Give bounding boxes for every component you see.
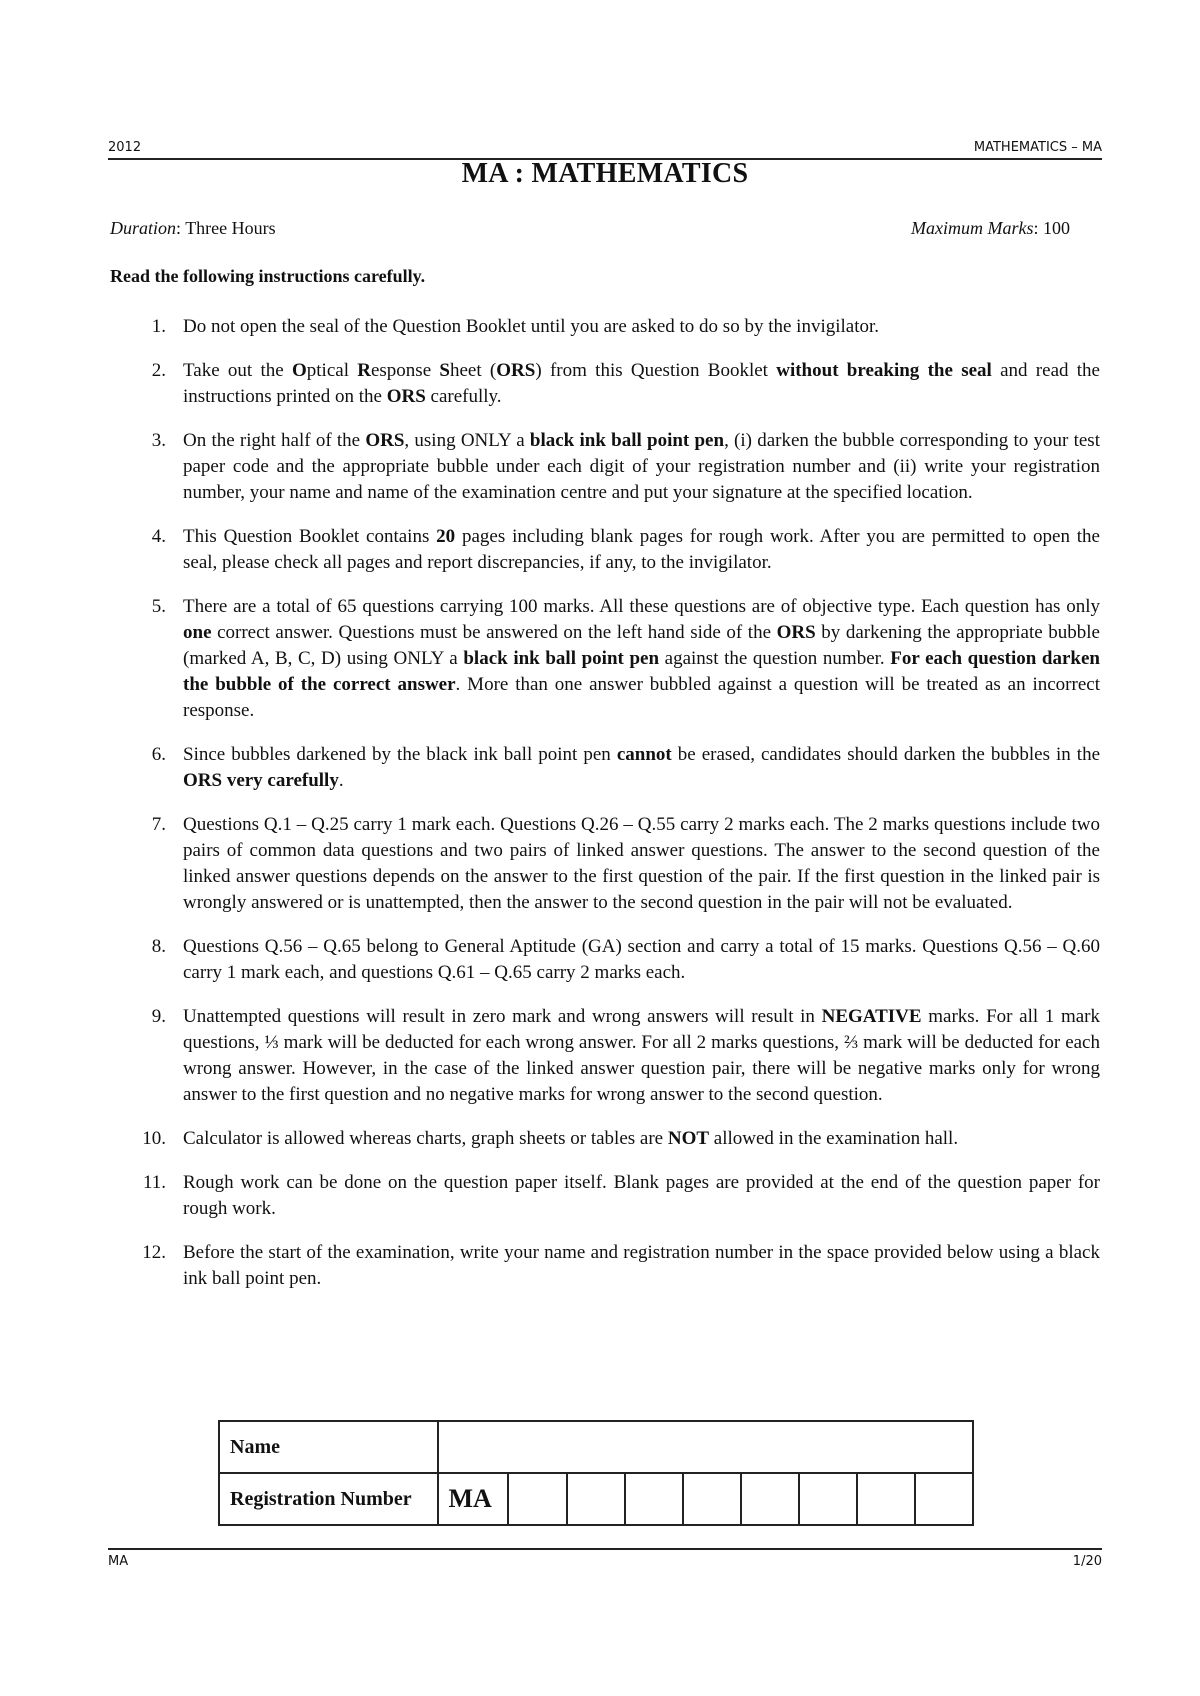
instruction-text: correct answer. Questions must be answered on the left hand side of the xyxy=(211,622,777,643)
instruction-number: 6. xyxy=(151,744,166,765)
instruction-text-bold: NOT xyxy=(667,1128,710,1149)
instruction-item xyxy=(110,934,1100,986)
instruction-number: 5. xyxy=(151,596,166,617)
instruction-item xyxy=(110,1240,1100,1292)
instruction-text-bold: without breaking the seal xyxy=(776,360,992,381)
registration-row xyxy=(219,1473,973,1525)
instruction-text: Calculator is allowed whereas charts, graph sheets or tables are xyxy=(183,1128,668,1149)
instruction-text: esponse xyxy=(370,360,440,381)
instruction-text-bold: NEGATIVE xyxy=(821,1006,922,1027)
page-footer xyxy=(108,1548,1102,1572)
instruction-text: , using ONLY a xyxy=(404,430,530,451)
instruction-text-bold: ORS very carefully xyxy=(183,770,339,791)
instruction-item xyxy=(110,314,1100,340)
instruction-item xyxy=(110,1170,1100,1222)
duration-value: : Three Hours xyxy=(176,218,276,238)
registration-label: Registration Number xyxy=(219,1473,438,1525)
instruction-text-bold: R xyxy=(357,360,371,381)
registration-digit-box[interactable] xyxy=(915,1473,973,1525)
instruction-text: Take out the xyxy=(183,360,292,381)
instruction-text: There are a total of 65 questions carrying 100 marks. All these questions are of objective type. Each question has only xyxy=(183,596,1100,617)
instruction-text-bold: O xyxy=(291,360,307,381)
instruction-item xyxy=(110,594,1100,724)
instruction-item xyxy=(110,1004,1100,1108)
instruction-text: pages including blank pages for rough work. After you are permitted to open the seal, please check all pages and report discrepancies, if any, to the invigilator. xyxy=(183,526,1100,573)
instruction-text: Questions Q.1 – Q.25 carry 1 mark each. Questions Q.26 – Q.55 carry 2 marks each. The 2 marks questions include two pairs of common data questions and two pairs of linked answer questions. The answer to the second question of the linked answer questions depends on the answer to the first question of the pair. If the first question in the linked pair is wrongly answered or is unattempted, then the answer to the second question in the pair will not be evaluated. xyxy=(183,814,1100,913)
instruction-text-bold: cannot xyxy=(616,744,672,765)
maximum-marks-label: Maximum Marks xyxy=(911,218,1034,238)
instruction-number: 9. xyxy=(151,1006,166,1027)
candidate-details-table xyxy=(218,1420,974,1526)
instruction-text-bold: ORS xyxy=(776,622,816,643)
instruction-text: This Question Booklet contains xyxy=(183,526,437,547)
instruction-number: 10. xyxy=(142,1128,166,1149)
maximum-marks-value: : 100 xyxy=(1033,218,1070,238)
instruction-text: against the question number. xyxy=(659,648,891,669)
instruction-text: . xyxy=(338,770,344,791)
instruction-text: heet ( xyxy=(450,360,497,381)
instruction-item xyxy=(110,742,1100,794)
instruction-text-bold: one xyxy=(183,622,212,643)
duration-line xyxy=(110,218,276,239)
instruction-number: 1. xyxy=(151,316,166,337)
instruction-text: carefully. xyxy=(425,386,502,407)
instruction-text-bold: black ink ball point pen xyxy=(463,648,660,669)
instruction-number: 7. xyxy=(151,814,166,835)
instruction-text: allowed in the examination hall. xyxy=(709,1128,959,1149)
instruction-text: Unattempted questions will result in zero mark and wrong answers will result in xyxy=(183,1006,822,1027)
instruction-text-bold: ORS xyxy=(386,386,426,407)
instructions-list xyxy=(110,314,1100,1310)
name-label: Name xyxy=(219,1421,438,1473)
instruction-item xyxy=(110,1126,1100,1152)
registration-prefix: MA xyxy=(438,1473,509,1525)
page-title: MA : MATHEMATICS xyxy=(461,158,749,189)
instruction-number: 12. xyxy=(142,1242,166,1263)
name-field[interactable] xyxy=(438,1421,973,1473)
instruction-text-bold: ORS xyxy=(365,430,405,451)
name-row xyxy=(219,1421,973,1473)
instruction-number: 3. xyxy=(151,430,166,451)
registration-digit-box[interactable] xyxy=(625,1473,683,1525)
instruction-text: and read the instructions printed on the xyxy=(183,360,1100,407)
instruction-text: Do not open the seal of the Question Booklet until you are asked to do so by the invigilator. xyxy=(183,316,880,337)
instruction-text: be erased, candidates should darken the bubbles in the xyxy=(671,744,1101,765)
registration-digit-box[interactable] xyxy=(741,1473,799,1525)
instruction-text-bold: black ink ball point pen xyxy=(529,430,725,451)
instructions-lead: Read the following instructions carefully. xyxy=(110,266,426,286)
footer-code: MA xyxy=(108,1554,129,1569)
instruction-number: 8. xyxy=(151,936,166,957)
instruction-text: , (i) darken the bubble corresponding to your test paper code and the appropriate bubble under each digit of your registration number and (ii) write your registration number, your name and name of the examination centre and put your signature at the specified location. xyxy=(183,430,1100,503)
header-year: 2012 xyxy=(108,140,142,155)
instruction-text-bold: S xyxy=(439,360,450,381)
footer-page-number: 1/20 xyxy=(1072,1554,1102,1569)
instruction-text: On the right half of the xyxy=(183,430,366,451)
instruction-item xyxy=(110,524,1100,576)
instruction-text: Rough work can be done on the question paper itself. Blank pages are provided at the end of the question paper for rough work. xyxy=(183,1172,1100,1219)
header-subject-code: MATHEMATICS – MA xyxy=(973,140,1102,155)
instruction-number: 4. xyxy=(151,526,166,547)
instruction-text: Questions Q.56 – Q.65 belong to General Aptitude (GA) section and carry a total of 15 marks. Questions Q.56 – Q.60 carry 1 mark each, and questions Q.61 – Q.65 carry 2 marks each. xyxy=(183,936,1100,983)
instruction-number: 11. xyxy=(142,1172,166,1193)
registration-digit-box[interactable] xyxy=(683,1473,741,1525)
page-header xyxy=(108,140,1102,160)
maximum-marks-line xyxy=(911,218,1070,239)
instruction-number: 2. xyxy=(151,360,166,381)
registration-digit-box[interactable] xyxy=(799,1473,857,1525)
instruction-text: by darkening the appropriate bubble (marked A, B, C, D) using ONLY a xyxy=(183,622,1100,669)
registration-digit-box[interactable] xyxy=(508,1473,566,1525)
instruction-text: marks. For all 1 mark questions, ⅓ mark will be deducted for each wrong answer. For all 2 marks questions, ⅔ mark will be deducted for each wrong answer. However, in the case of the linked answer question pair, there will be negative marks only for wrong answer to the first question and no negative marks for wrong answer to the second question. xyxy=(183,1006,1101,1105)
duration-label: Duration xyxy=(110,218,177,238)
instruction-item xyxy=(110,812,1100,916)
instruction-text: ptical xyxy=(306,360,358,381)
registration-digit-box[interactable] xyxy=(567,1473,625,1525)
instruction-item xyxy=(110,358,1100,410)
instruction-text: Since bubbles darkened by the black ink ball point pen xyxy=(183,744,617,765)
instruction-text: Before the start of the examination, write your name and registration number in the space provided below using a black ink ball point pen. xyxy=(183,1242,1100,1289)
instruction-item xyxy=(110,428,1100,506)
instruction-text: . More than one answer bubbled against a question will be treated as an incorrect response. xyxy=(183,674,1100,721)
instruction-text-bold: 20 xyxy=(436,526,456,547)
instruction-text-bold: ORS xyxy=(496,360,536,381)
instruction-text: ) from this Question Booklet xyxy=(535,360,777,381)
registration-digit-box[interactable] xyxy=(857,1473,915,1525)
instruction-text-bold: For each question darken the bubble of the correct answer xyxy=(183,648,1100,695)
